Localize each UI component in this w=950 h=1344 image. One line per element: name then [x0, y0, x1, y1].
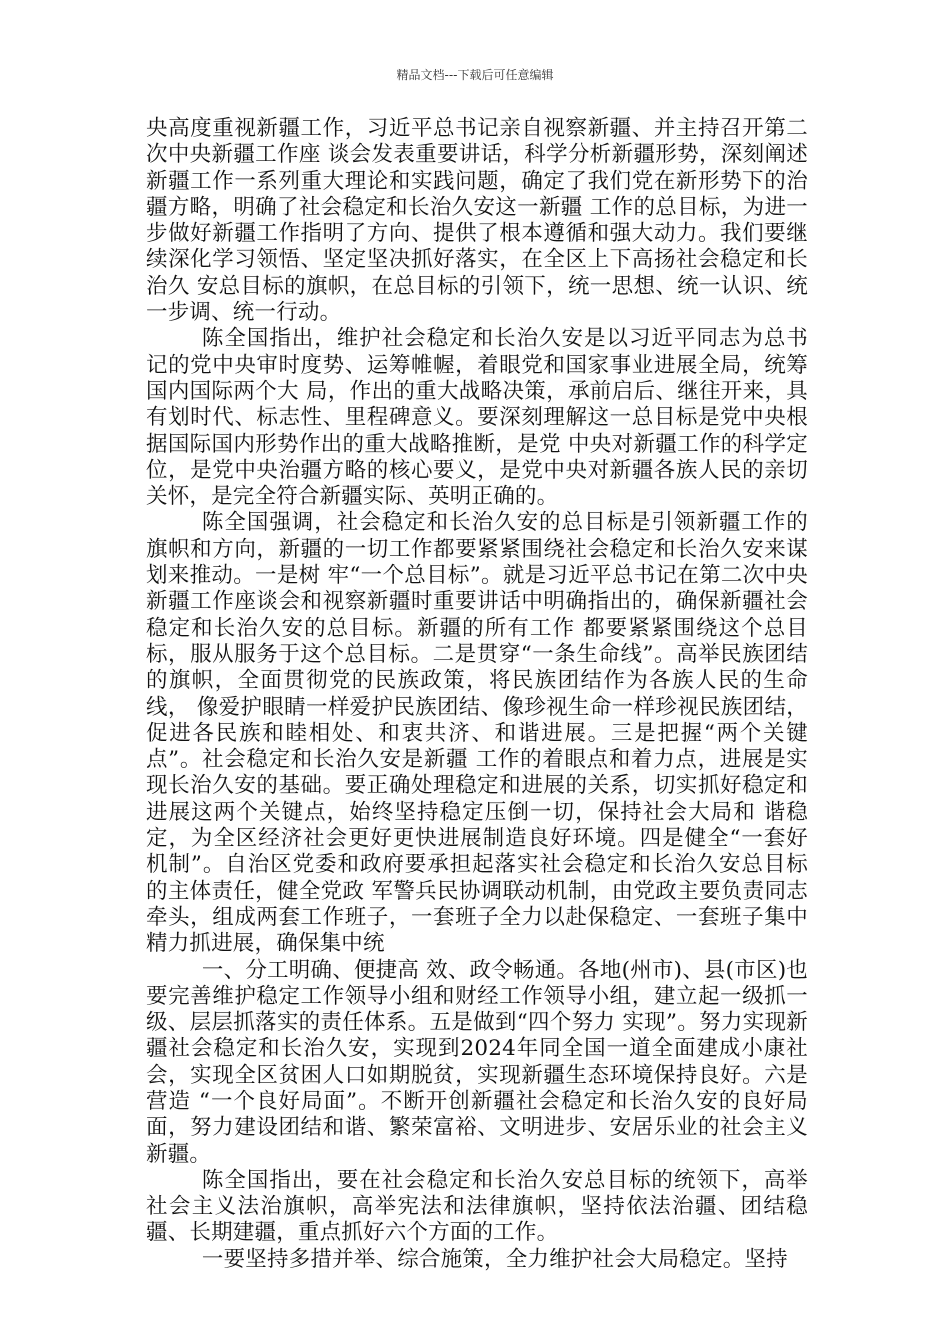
paragraph-4: 一、分工明确、便捷高 效、政令畅通。各地(州市)、县(市区)也要完善维护稳定工作领导小组和财经工作领导小组，建立起一级抓一级、层层抓落实的责任体系。五是做到“四个努力 实现”。努力实现新疆社会稳定和长治久安，实现到2024年同全国一道全面建成小康社会，实现全区贫困人口如期脱贫，实现新疆生态环境保持良好。六是营造 “一个良好局面”。不断开创新疆社会稳定和长治久安的良好局面，努力建设团结和谐、繁荣富裕、文明进步、安居乐业的社会主义新疆。 [146, 957, 808, 1167]
paragraph-1: 央高度重视新疆工作，习近平总书记亲自视察新疆、并主持召开第二次中央新疆工作座 谈会发表重要讲话，科学分析新疆形势，深刻阐述新疆工作一系列重大理论和实践问题，确定了我们党在新形势下的治疆方略，明确了社会稳定和长治久安这一新疆 工作的总目标，为进一步做好新疆工作指明了方向、提供了根本遵循和强大动力。我们要继续深化学习领悟、坚定坚决抓好落实，在全区上下高扬社会稳定和长治久 安总目标的旗帜，在总目标的引领下，统一思想、统一认识、统一步调、统一行动。 [146, 116, 808, 326]
page-header: 精品文档---下载后可任意编辑 [396, 68, 554, 82]
paragraph-2: 陈全国指出，维护社会稳定和长治久安是以习近平同志为总书记的党中央审时度势、运筹帷幄，着眼党和国家事业进展全局，统筹国内国际两个大 局，作出的重大战略决策，承前启后、继往开来，具有划时代、标志性、里程碑意义。要深刻理解这一总目标是党中央根据国际国内形势作出的重大战略推断，是党 中央对新疆工作的科学定位，是党中央治疆方略的核心要义，是党中央对新疆各族人民的亲切关怀，是完全符合新疆实际、英明正确的。 [146, 326, 808, 510]
document-body [146, 116, 808, 1273]
paragraph-5: 陈全国指出，要在社会稳定和长治久安总目标的统领下，高举社会主义法治旗帜，高举宪法和法律旗帜，坚持依法治疆、团结稳疆、长期建疆，重点抓好六个方面的工作。 [146, 1167, 808, 1246]
paragraph-6: 一要坚持多措并举、综合施策，全力维护社会大局稳定。坚持 [201, 1246, 788, 1272]
paragraph-3: 陈全国强调，社会稳定和长治久安的总目标是引领新疆工作的旗帜和方向，新疆的一切工作都要紧紧围绕社会稳定和长治久安来谋划来推动。一是树 牢“一个总目标”。就是习近平总书记在第二次中央新疆工作座谈会和视察新疆时重要讲话中明确指出的，确保新疆社会稳定和长治久安的总目标。新疆的所有工作 都要紧紧围绕这个总目标，服从服务于这个总目标。二是贯穿“一条生命线”。高举民族团结的旗帜，全面贯彻党的民族政策，将民族团结作为各族人民的生命线， 像爱护眼睛一样爱护民族团结、像珍视生命一样珍视民族团结，促进各民族和睦相处、和衷共济、和谐进展。三是把握“两个关键点”。社会稳定和长治久安是新疆 工作的着眼点和着力点，进展是实现长治久安的基础。要正确处理稳定和进展的关系，切实抓好稳定和进展这两个关键点，始终坚持稳定压倒一切，保持社会大局和 谐稳定，为全区经济社会更好更快进展制造良好环境。四是健全“一套好机制”。自治区党委和政府要承担起落实社会稳定和长治久安总目标的主体责任，健全党政 军警兵民协调联动机制，由党政主要负责同志牵头，组成两套工作班子，一套班子全力以赴保稳定、一套班子集中精力抓进展，确保集中统 [146, 510, 808, 957]
